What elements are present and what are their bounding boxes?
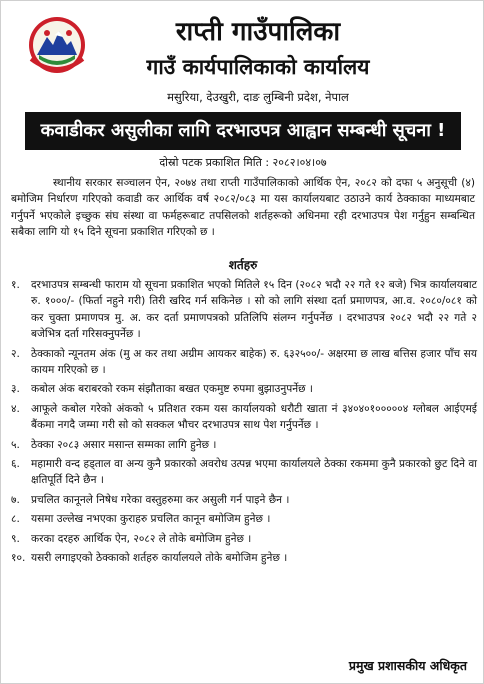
term-number: ३.	[11, 383, 20, 396]
term-item	[11, 381, 477, 397]
term-number: ९.	[11, 532, 20, 545]
publication-date: दोस्रो पटक प्रकाशित मिति : २०८२।०४।०७	[159, 156, 327, 169]
term-text: महामारी वन्द हड्ताल वा अन्य कुनै प्रकारको अवरोध उत्पन्न भएमा कार्यालयले ठेक्का रकममा कुनै प्रकारको छुट दिने वा क्षतिपूर्ति दिने छैन ।	[31, 458, 477, 487]
term-number: ७.	[11, 493, 20, 506]
conditions-heading: शर्तहरु	[228, 258, 258, 272]
terms-list	[11, 277, 477, 570]
term-item	[11, 346, 477, 379]
term-text: ठेक्का २०८३ असार मसान्त सम्मका लागि हुनेछ ।	[31, 438, 217, 451]
term-text: प्रचलित कानूनले निषेध गरेका वस्तुहरुमा कर असुली गर्न पाइने छैन ।	[31, 493, 290, 506]
term-text: आफूले कबोल गरेको अंकको ५ प्रतिशत रकम यस कार्यालयको धरौटी खाता नं ३४०४०१०००००४ ग्लोबल आईएमई बैंकमा नगदै जम्मा गरी सो को सक्कल भौचर दरभाउपत्र साथ पेश गर्नुपर्नेछ ।	[31, 402, 477, 432]
term-text: यसरी लगाइएको ठेक्काको शर्तहरु कार्यालयले तोके बमोजिम हुनेछ ।	[31, 552, 288, 565]
notice-title-banner: कवाडीकर असुलीका लागि दरभाउपत्र आह्वान सम्बन्धी सूचना !	[25, 112, 461, 150]
term-text: ठेक्काको न्यूनतम अंक (मु अ कर तथा अग्रीम आयकर बाहेक) रु. ६३२५००/- अक्षरमा छ लाख बत्तिस हजार पाँच सय कायम गरिएको छ ।	[31, 347, 477, 377]
office-name: गाउँ कार्यपालिकाको कार्यालय	[146, 55, 370, 79]
term-text: दरभाउपत्र सम्बन्धी फाराम यो सूचना प्रकाशित भएको मितिले १५ दिन (२०८२ भदौ २२ गते १२ बजे) भित्र कार्यालयबाट रु. १०००/- (फिर्ता नहुने गरी) तिरी खरिद गर्न सकिनेछ । सो को लागि संस्था दर्ता प्रमाणपत्र, आ.व. २०८०/०८१ को कर चुक्ता प्रमाणपत्र मु. अ. कर दर्ता प्रमाणपत्रको प्रतिलिपि संलग्न गर्नुपर्नेछ । दरभाउपत्र २०८२ भदौ २२ गते २ बजेभित्र दर्ता गरिसक्नुपर्नेछ ।	[31, 279, 477, 341]
term-number: ८.	[11, 513, 20, 526]
term-item	[11, 531, 477, 547]
term-item	[11, 550, 477, 566]
term-item	[11, 456, 477, 489]
term-number: २.	[11, 347, 20, 360]
term-text: यसमा उल्लेख नभएका कुराहरु प्रचलित कानून बमोजिम हुनेछ ।	[31, 513, 271, 526]
term-item	[11, 492, 477, 508]
term-item	[11, 511, 477, 527]
office-address: मसुरिया, देउखुरी, दाङ लुम्बिनी प्रदेश, नेपाल	[167, 90, 349, 104]
term-number: ५.	[11, 438, 20, 451]
term-number: १.	[11, 279, 20, 291]
term-item	[11, 437, 477, 453]
term-item	[11, 401, 477, 434]
term-number: १०.	[11, 552, 26, 565]
term-text: करका दरहरु आर्थिक ऐन, २०८२ ले तोके बमोजिम हुनेछ ।	[31, 532, 252, 545]
term-number: ६.	[11, 458, 20, 471]
intro-paragraph: स्थानीय सरकार सञ्चालन ऐन, २०७४ तथा राप्ती गाउँपालिकाको आर्थिक ऐन, २०८२ को दफा ५ अनुसूची (४) बमोजिम निर्धारण गरिएको कवाडी कर आर्थिक वर्ष २०८२/०८३ मा यस कार्यालयबाट उठाउने कार्य ठेक्काका माध्यमबाट गर्नुपर्ने भएकोले इच्छुक संघ संस्था वा फर्महरूबाट तपसिलको शर्तहरूको अधिनमा रही दरभाउपत्र पेश गर्नुहुन सम्बन्धित सबैका लागि यो १५ दिने सूचना प्रकाशित गरिएको छ ।	[11, 177, 475, 239]
municipality-name: राप्ती गाउँपालिका	[175, 17, 341, 47]
term-text: कबोल अंक बराबरको रकम संझौताका बखत एकमुष्ट रुपमा बुझाउनुपर्नेछ ।	[31, 383, 313, 396]
signatory-title: प्रमुख प्रशासकीय अधिकृत	[348, 658, 467, 673]
term-number: ४.	[11, 402, 20, 415]
term-item	[11, 277, 477, 343]
